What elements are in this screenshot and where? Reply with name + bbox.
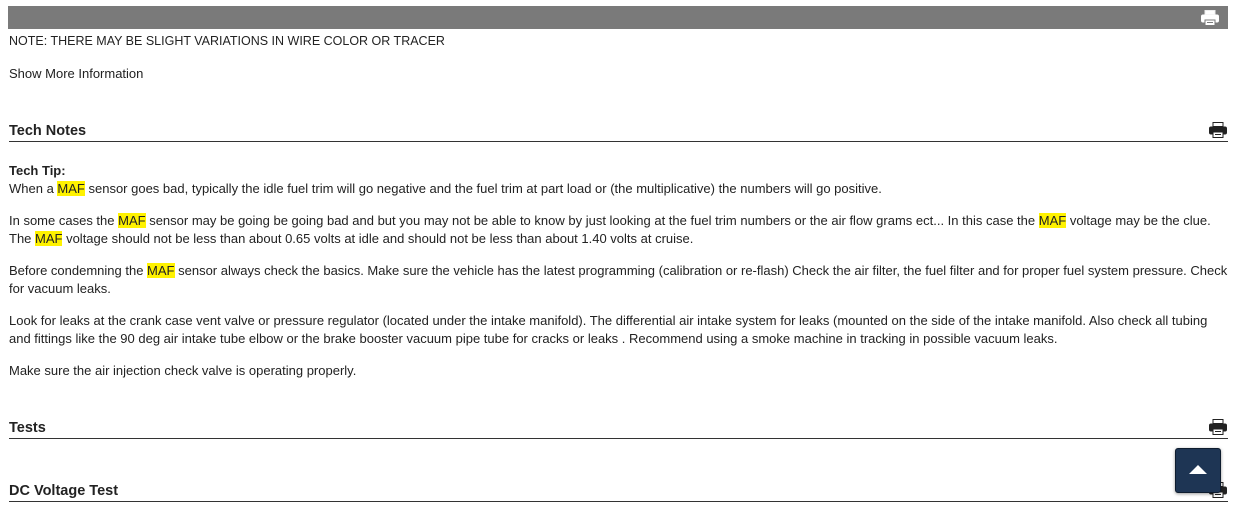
tech-notes-header [9, 121, 1228, 142]
text: sensor goes bad, typically the idle fuel trim will go negative and the fuel trim at part load or (the multiplicative) the numbers will go positive. [84, 181, 882, 196]
tests-title: Tests [9, 420, 46, 436]
dc-voltage-test-header [9, 481, 1228, 502]
tech-note-paragraph-2 [9, 212, 1231, 248]
scroll-to-top-button[interactable] [1175, 448, 1221, 493]
maf-highlight: MAF [35, 231, 63, 246]
maf-highlight: MAF [147, 263, 175, 278]
show-more-link[interactable]: Show More Information [9, 66, 144, 81]
wire-color-note: NOTE: THERE MAY BE SLIGHT VARIATIONS IN WIRE COLOR OR TRACER [9, 34, 445, 48]
tech-notes-title: Tech Notes [9, 123, 87, 139]
text: sensor always check the basics. Make sure the vehicle has the latest programming (calibration or re-flash) Check the air filter, the fuel filter and for proper fuel system pressure. Check for vacuum leaks. [9, 263, 1228, 296]
tech-note-paragraph-1 [9, 180, 1231, 198]
printer-icon[interactable] [1208, 419, 1228, 435]
tests-header [9, 418, 1228, 439]
printer-icon[interactable] [1200, 10, 1220, 26]
maf-highlight: MAF [57, 181, 85, 196]
tech-tip-label: Tech Tip: [9, 163, 66, 178]
arrow-up-icon [1189, 465, 1207, 474]
text: voltage should not be less than about 0.65 volts at idle and should not be less than about 1.40 volts at cruise. [62, 231, 694, 246]
text: voltage may be the clue. The [9, 213, 1211, 246]
text: sensor may be going be going bad and but you may not be able to know by just looking at the fuel trim numbers or the air flow grams ect... In this case the [145, 213, 1039, 228]
text: Before condemning the [9, 263, 148, 278]
text: In some cases the [9, 213, 119, 228]
dc-voltage-test-title: DC Voltage Test [9, 483, 119, 499]
top-bar [8, 6, 1228, 29]
tech-note-paragraph-3 [9, 262, 1231, 298]
maf-highlight: MAF [118, 213, 146, 228]
maf-highlight: MAF [1038, 213, 1067, 228]
tech-note-paragraph-4: Look for leaks at the crank case vent valve or pressure regulator (located under the intake manifold). The differential air intake system for leaks (mounted on the side of the intake manifold. Also check all tubing and fittings like the 90 deg air intake tube elbow or the brake booster vacuum pipe tube for cracks or leaks . Recommend using a smoke machine in tracking in possible vacuum leaks. [9, 313, 1208, 346]
tech-note-paragraph-5: Make sure the air injection check valve is operating properly. [9, 363, 357, 378]
tech-notes-content [9, 162, 1231, 380]
text: When a [9, 181, 58, 196]
printer-icon[interactable] [1208, 122, 1228, 138]
